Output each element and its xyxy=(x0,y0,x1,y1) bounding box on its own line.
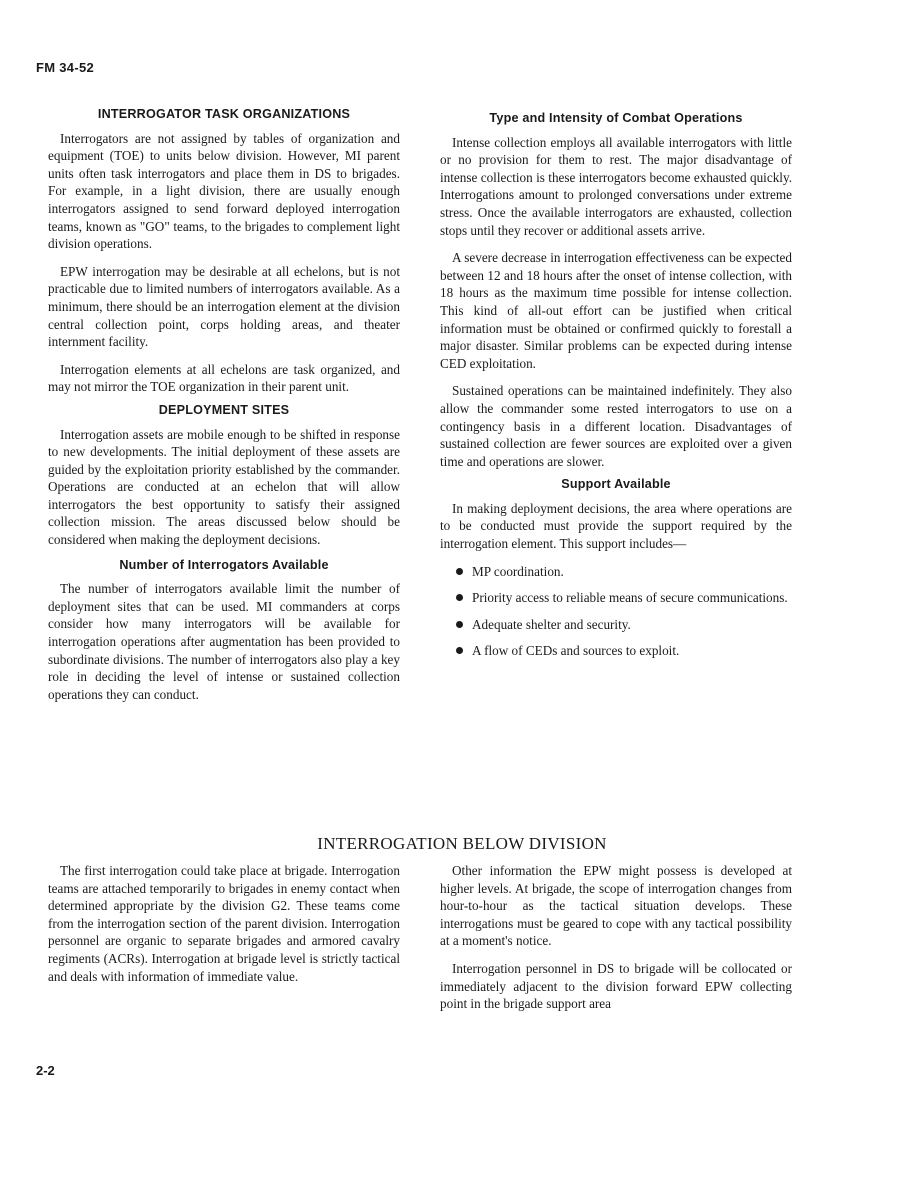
bottom-right-column xyxy=(440,862,792,1023)
heading-number-of-interrogators: Number of Interrogators Available xyxy=(119,557,329,572)
list-item: Adequate shelter and security. xyxy=(456,616,792,634)
right-column xyxy=(440,110,792,669)
manual-id: FM 34-52 xyxy=(36,60,95,75)
heading-support-available: Support Available xyxy=(561,477,671,492)
section-title-below-division: INTERROGATION BELOW DIVISION xyxy=(317,834,607,853)
page-number: 2-2 xyxy=(36,1063,55,1078)
paragraph: Other information the EPW might possess is developed at higher levels. At brigade, the scope of interrogation changes from hour-to-hour as the tactical situation develops. These interrogations must be geared to cope with any tactical possibility at a moment's notice. xyxy=(440,863,792,949)
heading-task-organizations: INTERROGATOR TASK ORGANIZATIONS xyxy=(97,107,351,121)
paragraph: Interrogators are not assigned by tables of organization and equipment (TOE) to units below division. However, MI parent units often task interrogators and place them in DS to brigades. For example, in a light division, there are usually enough interrogators assigned to send forward deployed interrogation teams, known as "GO" teams, to the brigades to complement light division operations. xyxy=(48,130,400,252)
bullet-icon xyxy=(456,647,463,654)
paragraph: In making deployment decisions, the area where operations are to be conducted must provide the support required by the interrogation element. This support includes— xyxy=(440,500,792,552)
list-item: Priority access to reliable means of secure communications. xyxy=(456,589,792,607)
list-item: MP coordination. xyxy=(456,563,792,581)
paragraph: EPW interrogation may be desirable at all echelons, but is not practicable due to limited numbers of interrogators available. As a minimum, there should be an interrogation element at the division central collection point, corps holding areas, and theater internment facility. xyxy=(48,263,400,350)
bullet-icon xyxy=(456,568,463,575)
paragraph: Interrogation personnel in DS to brigade will be collocated or immediately adjacent to the division forward EPW collecting point in the brigade support area xyxy=(440,960,792,1012)
paragraph: A severe decrease in interrogation effectiveness can be expected between 12 and 18 hours after the onset of intense collection, with 18 hours as the maximum time possible for intense collection. This kind of all-out effort can be justified when critical information must be obtained or confirmed quickly to forestall a major disaster. Similar problems can be expected during intense CED exploitation. xyxy=(440,250,792,371)
support-list xyxy=(440,563,792,660)
paragraph: The number of interrogators available limit the number of deployment sites that can be used. MI commanders at corps consider how many interrogators will be available for interrogation operations after augmentation has been provided to subordinate divisions. The number of interrogators also play a key role in deciding the level of intense or sustained collection operations they can conduct. xyxy=(48,581,400,702)
paragraph: The first interrogation could take place at brigade. Interrogation teams are attached temporarily to brigades in enemy contact when determined appropriate by the division G2. These teams come from the interrogation section of the parent division. Interrogation personnel are organic to separate brigades and armored cavalry regiments (ACRs). Interrogation at brigade level is strictly tactical and deals with information of immediate value. xyxy=(48,863,400,984)
bullet-icon xyxy=(456,621,463,628)
heading-type-and-intensity: Type and Intensity of Combat Operations xyxy=(489,111,743,125)
left-column xyxy=(48,106,400,713)
paragraph: Interrogation elements at all echelons are task organized, and may not mirror the TOE organization in their parent unit. xyxy=(48,361,400,395)
paragraph: Interrogation assets are mobile enough to be shifted in response to new developments. The initial deployment of these assets are guided by the exploitation priority established by the commander. Operations are conducted at an echelon that will allow interrogators the best opportunity to satisfy their assigned collection mission. The areas discussed below should be considered when making the deployment decisions. xyxy=(48,426,400,548)
heading-deployment-sites: DEPLOYMENT SITES xyxy=(158,402,290,417)
list-item: A flow of CEDs and sources to exploit. xyxy=(456,642,792,660)
bullet-icon xyxy=(456,594,463,601)
paragraph: Intense collection employs all available interrogators with little or no provision for them to rest. The major disadvantage of intense collection is these interrogators become exhausted quickly. Interrogations amount to prolonged conversations under extreme stress. Once the available interrogators are exhausted, collection stops until they recover or additional assets arrive. xyxy=(440,134,792,238)
bottom-left-column xyxy=(48,862,400,995)
paragraph: Sustained operations can be maintained indefinitely. They also allow the commander some rested interrogators to use on a contingency basis in a different location. Disadvantages of sustained collection are fewer sources are exploited over a given time and operations are slower. xyxy=(440,383,792,469)
